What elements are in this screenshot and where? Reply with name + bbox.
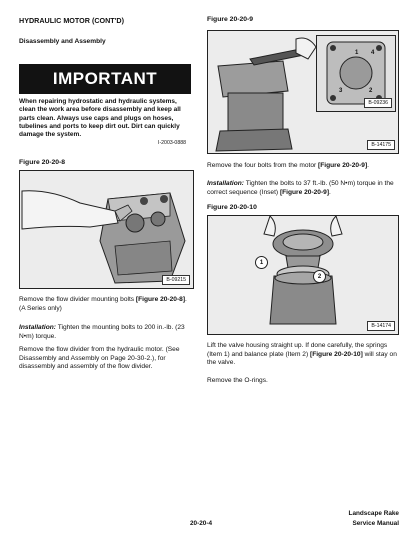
figure-20-20-9 (207, 30, 399, 154)
paragraph-remove-flow-divider (19, 346, 192, 372)
figure-20-20-10-badge: B-14174 (367, 321, 395, 331)
paragraph-text-tail: . (367, 162, 369, 169)
inset-number-2: 2 (369, 88, 373, 94)
valve-housing-illustration (208, 216, 398, 334)
figure-20-20-9-label: Figure 20-20-9 (207, 16, 254, 23)
paragraph-text: Remove the O-rings. (207, 377, 268, 384)
figure-reference: [Figure 20-20-8] (135, 296, 186, 303)
section-header: HYDRAULIC MOTOR (CONT'D) (19, 16, 124, 25)
flow-divider-illustration (20, 171, 193, 288)
footer-title-line2: Service Manual (352, 520, 399, 527)
installation-label: Installation: (19, 324, 56, 331)
inset-badge: B-09236 (364, 98, 392, 108)
paragraph-text-tail: . (A Series only) (19, 296, 187, 312)
figure-reference: [Figure 20-20-9] (318, 162, 368, 169)
paragraph-text: Lift the valve housing straight up. If done carefully, the springs (Item 1) and balance plate (Item 2) (207, 342, 388, 358)
paragraph-remove-bolts (19, 296, 192, 313)
figure-reference: [Figure 20-20-10] (310, 350, 363, 358)
page-number: 20-20-4 (190, 520, 213, 527)
important-banner: IMPORTANT (19, 64, 191, 94)
figure-20-20-10 (207, 215, 399, 335)
installation-label: Installation: (207, 180, 244, 187)
figure-20-20-9-badge: B-14175 (367, 140, 395, 150)
paragraph-text: Tighten the mounting bolts to 200 in.-lb. (23 N•m) torque. (19, 324, 185, 340)
inset-number-4: 4 (371, 50, 375, 56)
paragraph-installation-mounting (19, 324, 192, 341)
figure-reference: [Figure 20-20-9] (279, 188, 330, 196)
inset-number-3: 3 (339, 88, 343, 94)
paragraph-remove-four-bolts (207, 162, 397, 171)
paragraph-text: Tighten the bolts to 37 ft.-lb. (50 N•m) torque in the correct sequence (Inset) (207, 180, 394, 196)
figure-20-20-8 (19, 170, 194, 289)
important-body: When repairing hydrostatic and hydraulic systems, clean the work area before disassembly and keep all parts clean. Always use caps and plugs on hoses, tubelines and ports to keep dirt out. Dirt can quickly damage the system. (19, 98, 181, 139)
important-code: I-2003-0888 (158, 140, 186, 146)
callout-1: 1 (255, 256, 268, 269)
paragraph-lift-valve-housing (207, 342, 397, 368)
paragraph-text: Remove the flow divider from the hydraulic motor. (See Disassembly and Assembly on Page 20-30-2.), for disassembly and assembly of the flow divider. (19, 346, 180, 371)
paragraph-text-tail: will stay on the valve. (207, 350, 397, 367)
paragraph-remove-o-rings (207, 377, 397, 386)
figure-20-20-8-badge: B-09215 (162, 275, 190, 285)
callout-2: 2 (313, 270, 326, 283)
paragraph-installation-bolts (207, 180, 397, 197)
section-subheader: Disassembly and Assembly (19, 38, 106, 45)
inset-bolt-sequence (316, 35, 396, 112)
paragraph-text: Remove the four bolts from the motor (207, 162, 319, 169)
figure-20-20-8-label: Figure 20-20-8 (19, 159, 66, 166)
paragraph-text: Remove the flow divider mounting bolts (19, 296, 136, 303)
inset-number-1: 1 (355, 50, 359, 56)
paragraph-text-tail: . (329, 188, 331, 196)
footer-title-line1: Landscape Rake (348, 510, 399, 517)
figure-20-20-10-label: Figure 20-20-10 (207, 204, 257, 211)
